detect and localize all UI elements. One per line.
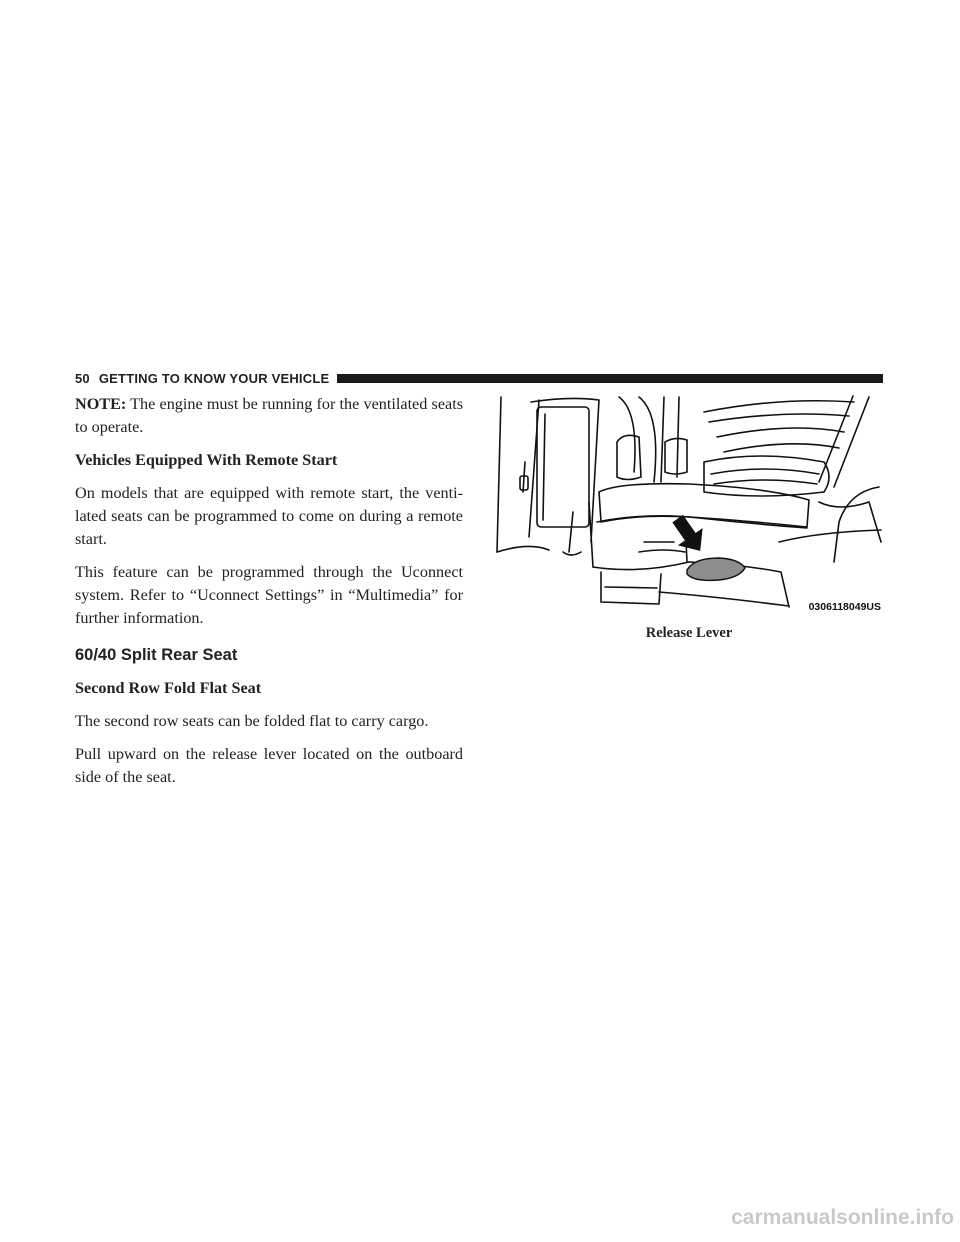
note-paragraph	[75, 393, 463, 439]
note-label: NOTE:	[75, 395, 127, 413]
figure-code: 0306118049US	[808, 601, 881, 613]
subhead-remote-start: Vehicles Equipped With Remote Start	[75, 451, 338, 469]
seat-illustration	[489, 392, 883, 622]
heading-split-rear-seat: 60/40 Split Rear Seat	[75, 646, 238, 664]
paragraph-fold-flat: The second row seats can be folded flat to carry cargo.	[75, 712, 429, 730]
paragraph-uconnect: This feature can be programmed through the Uconnect system. Refer to “Uconnect Settings” in “Multimedia” for further information.	[75, 563, 463, 627]
text-column	[75, 393, 463, 799]
paragraph-pull-lever: Pull upward on the release lever located on the outboard side of the seat.	[75, 745, 463, 786]
release-lever-icon	[687, 558, 745, 580]
subhead-fold-flat: Second Row Fold Flat Seat	[75, 679, 262, 697]
section-title: GETTING TO KNOW YOUR VEHICLE	[98, 370, 330, 386]
note-text: The engine must be running for the ventilated seats to operate.	[75, 395, 463, 436]
paragraph-remote-start: On models that are equipped with remote start, the venti-lated seats can be programmed to come on during a remote start.	[75, 484, 463, 548]
page-number: 50	[75, 370, 90, 386]
figure-caption: Release Lever	[645, 625, 733, 641]
seat-diagram	[489, 392, 883, 622]
watermark: carmanualsonline.info	[731, 1206, 954, 1229]
page-header	[75, 369, 883, 387]
header-rule	[337, 374, 883, 383]
